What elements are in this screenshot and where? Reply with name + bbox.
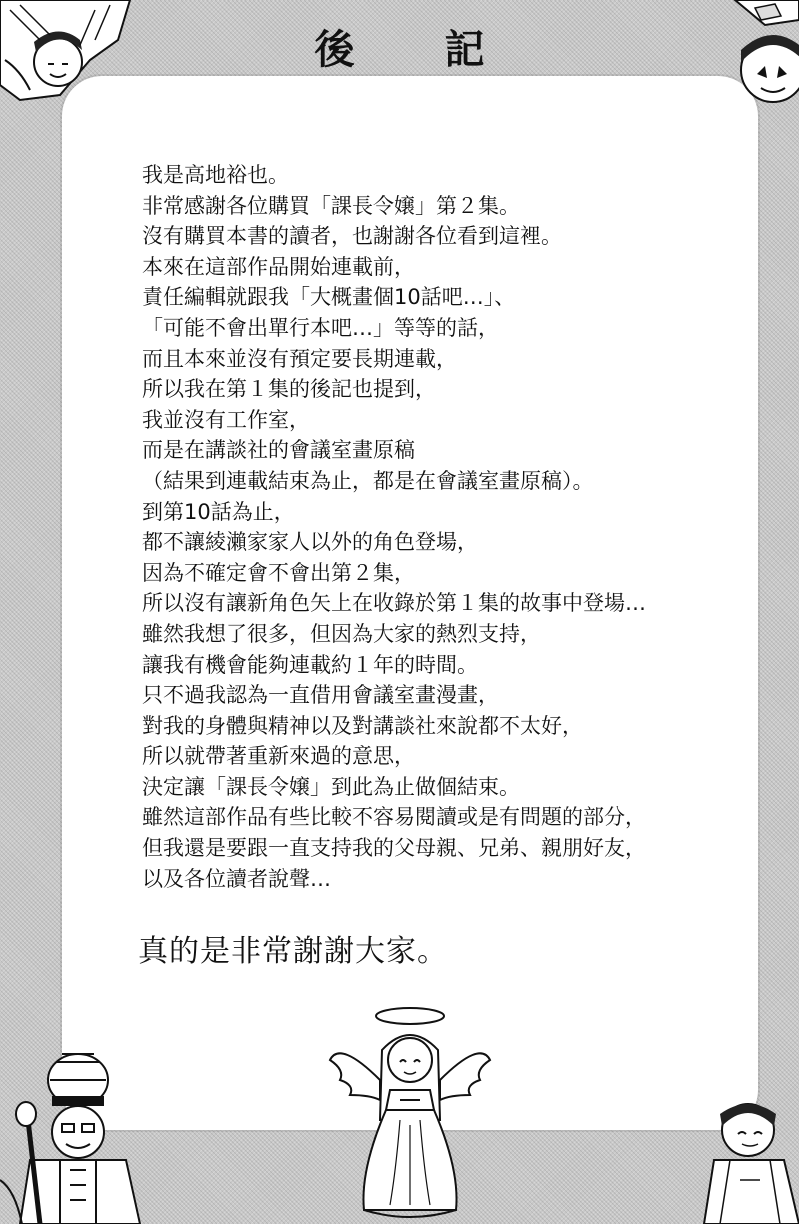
body-line: 決定讓「課長令嬢」到此為止做個結束。 <box>142 774 520 799</box>
angel-character-bottom-center-icon <box>330 1000 490 1224</box>
king-character-bottom-left-icon <box>0 1040 150 1224</box>
body-line: 以及各位讀者說聲… <box>142 866 331 891</box>
afterword-body <box>142 160 742 894</box>
body-line: 雖然這部作品有些比較不容易閱讀或是有問題的部分， <box>142 805 646 830</box>
body-line: 因為不確定會不會出第２集， <box>142 560 415 585</box>
character-bottom-right-icon <box>700 1100 799 1224</box>
body-line: 非常感謝各位購買「課長令嬢」第２集。 <box>142 193 520 218</box>
character-top-left-icon <box>0 0 130 110</box>
closing-line: 真的是非常謝謝大家。 <box>138 934 448 969</box>
body-line: 我是高地裕也。 <box>142 163 289 187</box>
body-line: 對我的身體與精神以及對講談社來說都不太好， <box>142 713 583 738</box>
body-line: 所以我在第１集的後記也提到， <box>142 377 436 402</box>
body-line: 到第10話為止， <box>142 499 295 524</box>
body-line: （結果到連載結束為止，都是在會議室畫原稿）。 <box>142 468 594 493</box>
body-line: 只不過我認為一直借用會議室畫漫畫， <box>142 683 499 708</box>
body-line: 沒有購買本書的讀者，也謝謝各位看到這裡。 <box>142 224 562 249</box>
body-line: 本來在這部作品開始連載前， <box>142 254 415 279</box>
body-line: 雖然我想了很多，但因為大家的熱烈支持， <box>142 621 541 646</box>
body-line: 所以沒有讓新角色矢上在收錄於第１集的故事中登場… <box>142 591 646 616</box>
body-line: 而是在講談社的會議室畫原稿 <box>142 438 415 463</box>
body-line: 而且本來並沒有預定要長期連載， <box>142 346 457 371</box>
body-line: 所以就帶著重新來過的意思， <box>142 744 415 769</box>
body-line: 我並沒有工作室， <box>142 407 310 432</box>
body-line: 讓我有機會能夠連載約１年的時間。 <box>142 652 478 677</box>
character-top-right-icon <box>705 0 799 110</box>
page-title: 後 記 <box>314 26 523 73</box>
body-line: 「可能不會出單行本吧…」等等的話， <box>142 315 499 340</box>
body-line: 責任編輯就跟我「大概畫個10話吧…」、 <box>142 285 516 310</box>
body-line: 但我還是要跟一直支持我的父母親、兄弟、親朋好友， <box>142 836 646 861</box>
body-line: 都不讓綾瀨家家人以外的角色登場， <box>142 530 478 555</box>
